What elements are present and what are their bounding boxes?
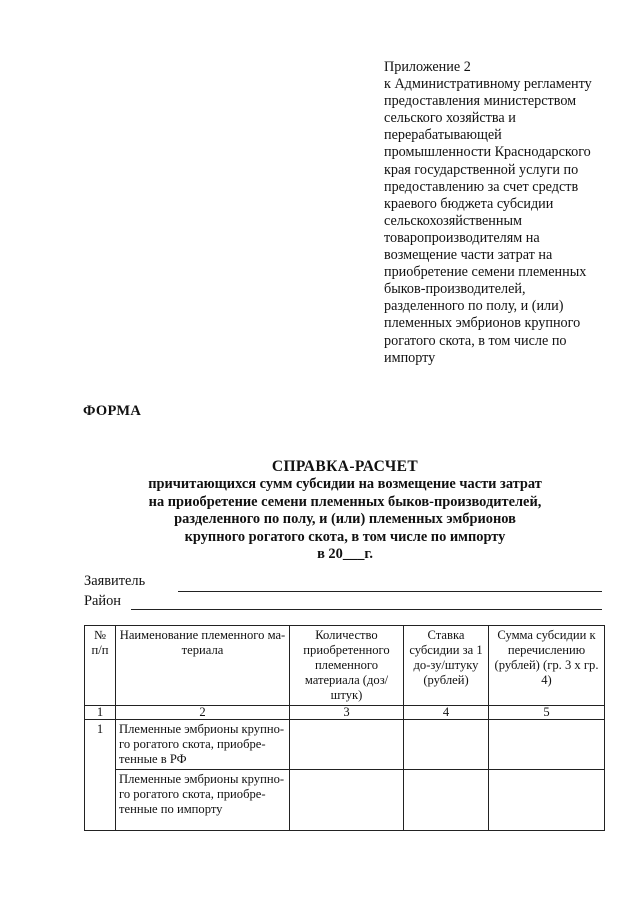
appendix-line: предоставления министерством <box>384 93 577 110</box>
appendix-line: промышленности Краснодарского <box>384 144 591 161</box>
row-sum-cell[interactable] <box>489 770 605 831</box>
title-line: причитающихся сумм субсидии на возмещение части затрат <box>148 476 542 492</box>
row-num-cell <box>85 770 116 831</box>
table-row <box>85 770 605 831</box>
row-qty-cell[interactable] <box>290 770 404 831</box>
row-num-cell: 1 <box>85 720 116 770</box>
column-number: 2 <box>116 706 290 720</box>
title-line: крупного рогатого скота, в том числе по импорту <box>184 528 506 545</box>
column-number: 4 <box>404 706 489 720</box>
calculation-table <box>84 625 605 831</box>
title-line: разделенного по полу, и (или) племенных эмбрионов <box>174 511 516 528</box>
row-sum-cell[interactable] <box>489 720 605 770</box>
applicant-label: Заявитель <box>84 573 146 589</box>
appendix-line: быков-производителей, <box>384 281 526 298</box>
row-name-cell: Племенные эмбрионы крупно-го рогатого скота, приобре-тенные по импорту <box>116 770 290 831</box>
district-label: Район <box>84 593 121 609</box>
appendix-line: предоставлению за счет средств <box>384 178 579 195</box>
form-label: ФОРМА <box>83 403 142 419</box>
table-header-row <box>85 626 605 706</box>
appendix-block <box>384 59 619 367</box>
column-numbers-row <box>85 706 605 720</box>
appendix-line: Приложение 2 <box>384 59 471 75</box>
column-number: 5 <box>489 706 605 720</box>
header-num: № п/п <box>85 626 116 706</box>
appendix-line: импорту <box>384 349 436 366</box>
header-rate: Ставка субсидии за 1 до-зу/штуку (рублей) <box>404 626 489 706</box>
appendix-line: краевого бюджета субсидии <box>384 195 554 212</box>
district-input-line[interactable] <box>131 609 602 610</box>
row-rate-cell[interactable] <box>404 770 489 831</box>
appendix-line: к Административному регламенту <box>384 76 592 93</box>
appendix-line: края государственной услуги по <box>384 161 579 178</box>
header-qty: Количество приобретенного племенного материала (доз/штук) <box>290 626 404 706</box>
column-number: 3 <box>290 706 404 720</box>
row-qty-cell[interactable] <box>290 720 404 770</box>
column-number: 1 <box>85 706 116 720</box>
title-line: на приобретение семени племенных быков-производителей, <box>148 493 542 510</box>
title-year: в 20___г. <box>317 546 373 563</box>
appendix-line: сельскохозяйственным <box>384 212 523 229</box>
document-title <box>60 457 630 564</box>
table-row <box>85 720 605 770</box>
appendix-line: перерабатывающей <box>384 127 502 144</box>
row-name-cell: Племенные эмбрионы крупно-го рогатого скота, приобре-тенные в РФ <box>116 720 290 770</box>
applicant-input-line[interactable] <box>178 591 602 592</box>
header-name: Наименование племенного ма-териала <box>116 626 290 706</box>
appendix-line: сельского хозяйства и <box>384 110 516 127</box>
appendix-line: приобретение семени племенных <box>384 264 587 281</box>
appendix-line: товаропроизводителям на <box>384 229 540 246</box>
row-rate-cell[interactable] <box>404 720 489 770</box>
appendix-line: племенных эмбрионов крупного <box>384 315 581 332</box>
appendix-line: разделенного по полу, и (или) <box>384 298 564 315</box>
header-sum: Сумма субсидии к перечислению (рублей) (гр. 3 х гр. 4) <box>489 626 605 706</box>
appendix-line: рогатого скота, в том числе по <box>384 332 567 349</box>
title-main: СПРАВКА-РАСЧЕТ <box>271 458 419 475</box>
appendix-line: возмещение части затрат на <box>384 247 553 264</box>
